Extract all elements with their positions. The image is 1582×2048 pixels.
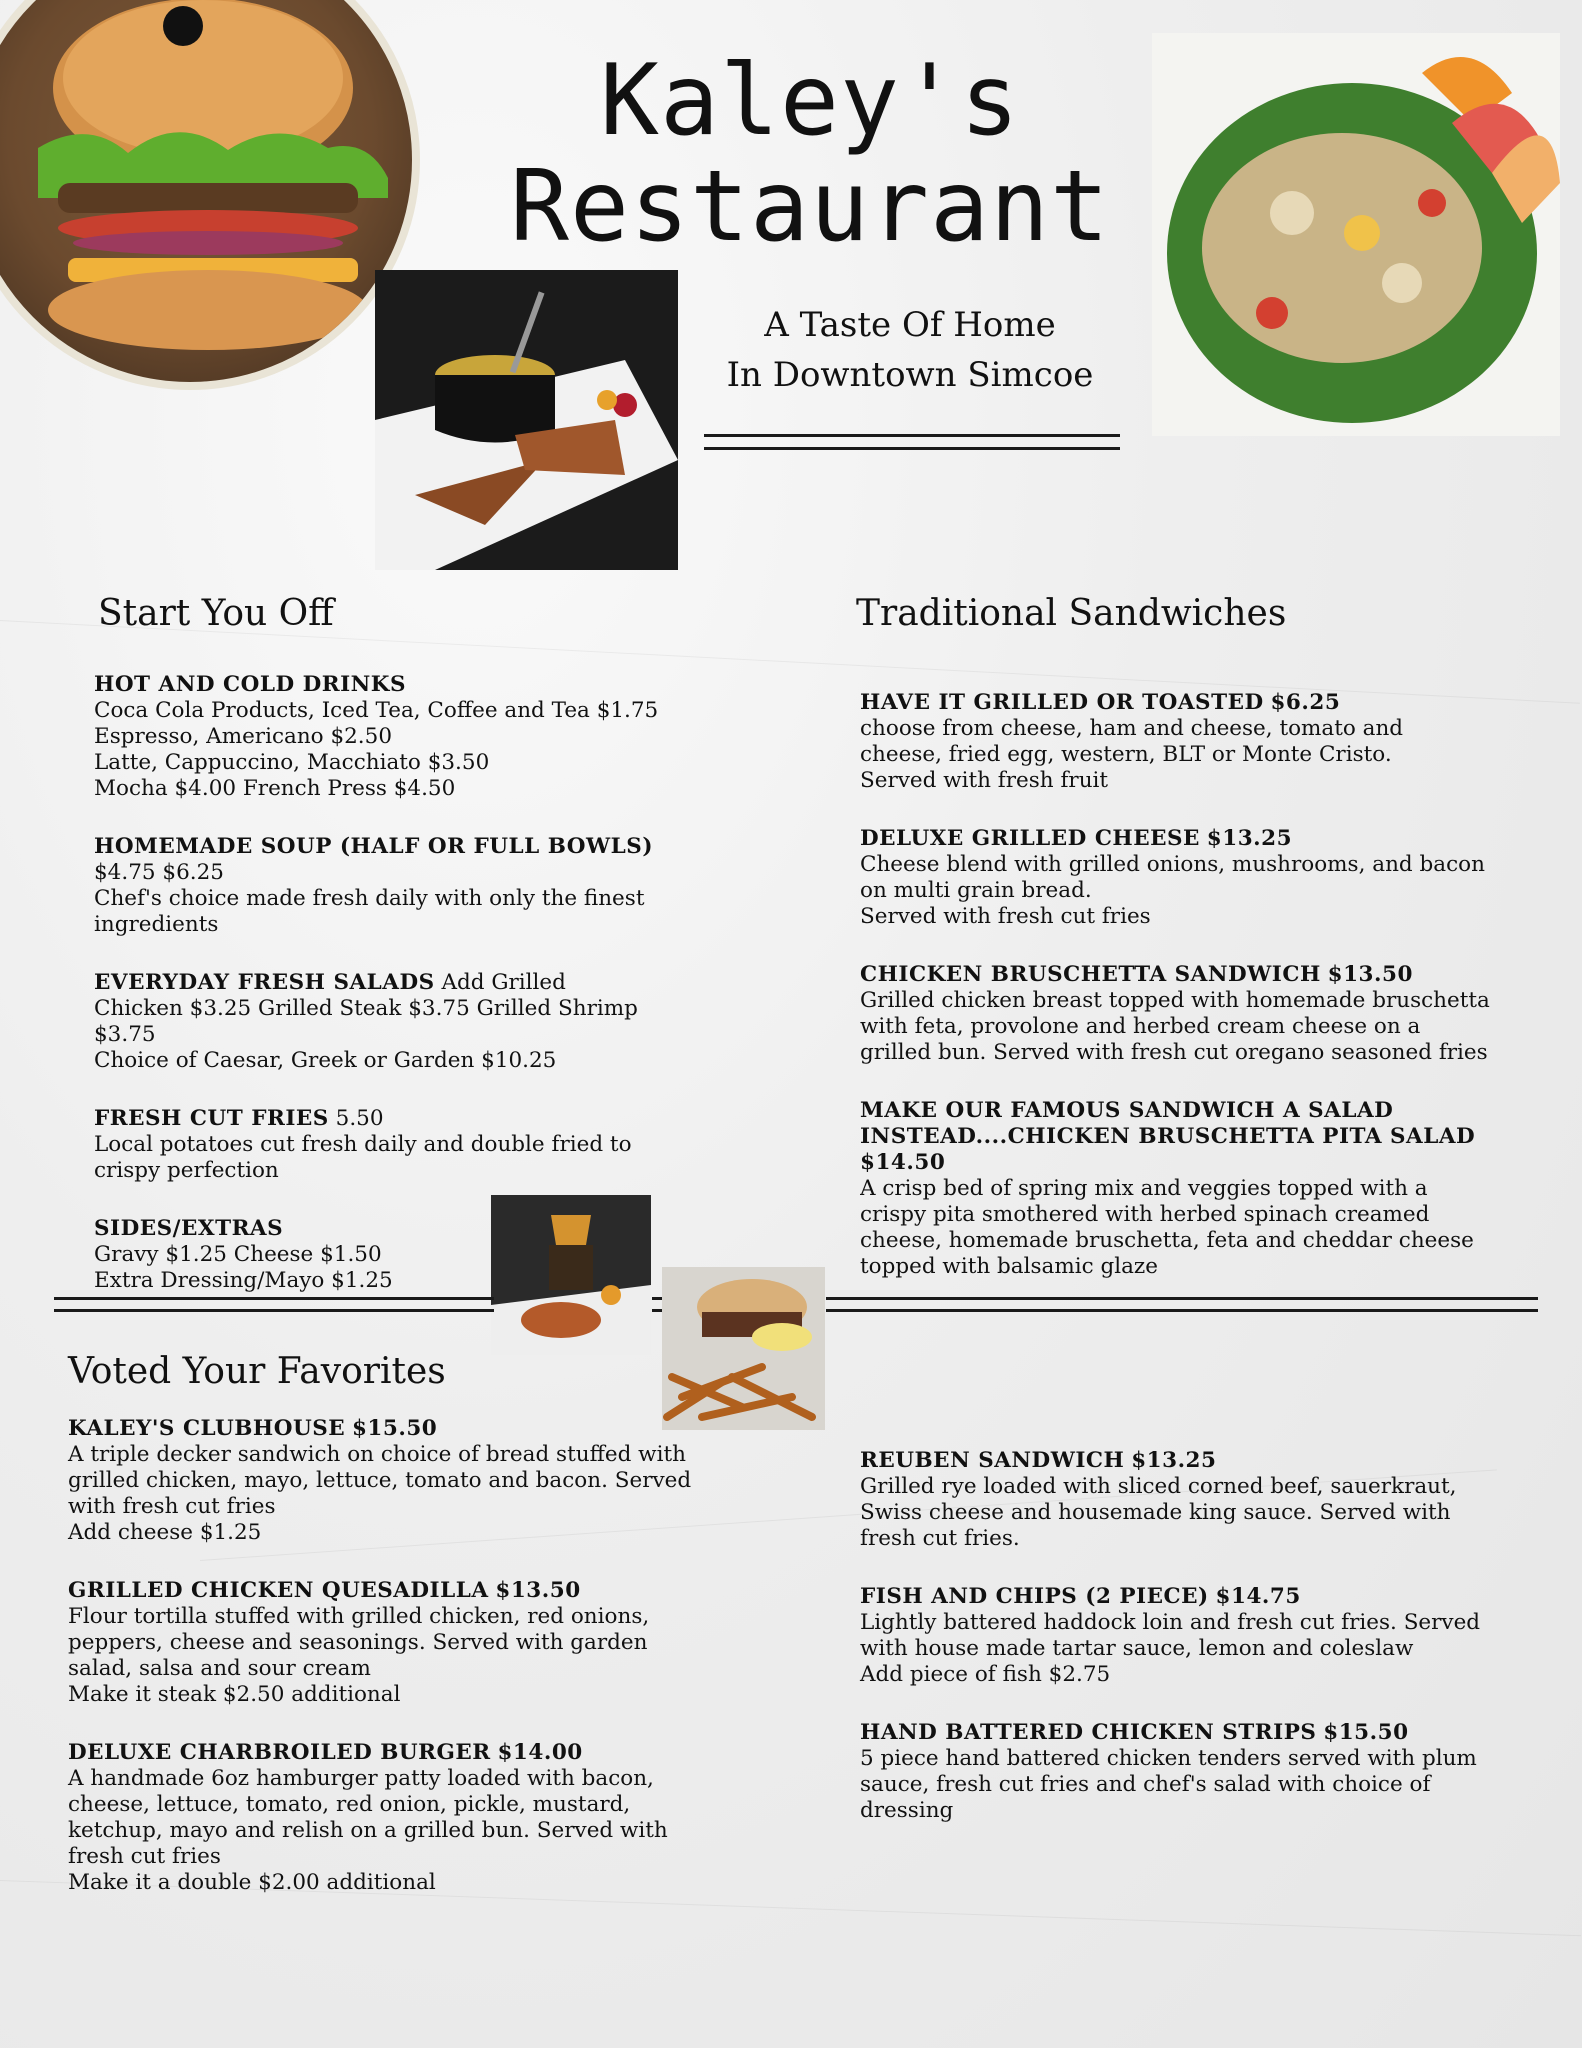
item-description: Make it steak $2.50 additional <box>68 1682 401 1707</box>
item-name: MAKE OUR FAMOUS SANDWICH A SALAD INSTEAD....CHICKEN BRUSCHETTA PITA SALAD <box>860 1098 1476 1149</box>
favorites-right-section <box>860 1448 1490 1856</box>
item-description: Served with fresh fruit <box>860 768 1109 793</box>
item-name: CHICKEN BRUSCHETTA SANDWICH <box>860 962 1321 987</box>
item-description: A triple decker sandwich on choice of bread stuffed with grilled chicken, mayo, lettuce, tomato and bacon. Served with fresh cut fries <box>68 1442 692 1519</box>
menu-item <box>94 1106 704 1184</box>
menu-item <box>860 1584 1490 1688</box>
item-description: Add piece of fish $2.75 <box>860 1662 1111 1687</box>
item-name: HAND BATTERED CHICKEN STRIPS <box>860 1720 1317 1745</box>
menu-item <box>860 690 1490 794</box>
header-divider <box>704 434 1120 437</box>
soup-sandwich-photo <box>375 270 678 570</box>
item-description: Served with fresh cut fries <box>860 904 1151 929</box>
item-price: $13.50 <box>1327 962 1413 987</box>
item-name: FISH AND CHIPS (2 PIECE) <box>860 1584 1209 1609</box>
menu-item <box>94 672 734 802</box>
burger-photo <box>0 0 420 390</box>
menu-item <box>94 1216 734 1294</box>
item-description: Gravy $1.25 Cheese $1.50 <box>94 1242 382 1267</box>
item-name: SIDES/EXTRAS <box>94 1216 284 1241</box>
item-description: Choice of Caesar, Greek or Garden $10.25 <box>94 1048 557 1073</box>
item-price: $14.50 <box>860 1150 946 1175</box>
item-description: Grilled rye loaded with sliced corned beef, sauerkraut, Swiss cheese and housemade king sauce. Served with fresh cut fries. <box>860 1474 1457 1551</box>
sandwiches-section <box>860 690 1490 1300</box>
menu-item <box>68 1740 708 1896</box>
item-description: Lightly battered haddock loin and fresh cut fries. Served with house made tartar sauce, lemon and coleslaw <box>860 1610 1481 1661</box>
section-title-favorites: Voted Your Favorites <box>68 1351 446 1392</box>
restaurant-title <box>470 44 1150 264</box>
item-description: Espresso, Americano $2.50 <box>94 724 392 749</box>
item-price: $15.50 <box>351 1416 438 1441</box>
header-divider <box>704 447 1120 450</box>
item-price: $4.75 $6.25 <box>94 860 224 885</box>
tagline <box>690 300 1130 400</box>
title-line-2: Restaurant <box>509 150 1110 264</box>
item-price: $14.75 <box>1215 1584 1301 1609</box>
favorites-section <box>68 1416 708 1928</box>
menu-item <box>94 970 654 1074</box>
item-description: Make it a double $2.00 additional <box>68 1870 436 1895</box>
item-description: Coca Cola Products, Iced Tea, Coffee and Tea $1.75 <box>94 698 659 723</box>
item-description: Extra Dressing/Mayo $1.25 <box>94 1268 393 1293</box>
mid-divider-right <box>826 1309 1538 1312</box>
item-description: choose from cheese, ham and cheese, tomato and cheese, fried egg, western, BLT or Monte Cristo. <box>860 716 1404 767</box>
item-name: GRILLED CHICKEN QUESADILLA <box>68 1578 489 1603</box>
item-price: 5.50 <box>335 1106 384 1131</box>
item-description: Latte, Cappuccino, Macchiato $3.50 <box>94 750 490 775</box>
section-title-start: Start You Off <box>98 593 334 634</box>
item-description: Flour tortilla stuffed with grilled chicken, red onions, peppers, cheese and seasonings. Served with garden salad, salsa and sour cream <box>68 1604 650 1681</box>
item-price: $13.25 <box>1206 826 1293 851</box>
item-description: Cheese blend with grilled onions, mushrooms, and bacon on multi grain bread. <box>860 852 1485 903</box>
menu-item <box>94 834 654 938</box>
item-name: HOMEMADE SOUP (HALF OR FULL BOWLS) <box>94 834 653 859</box>
item-price: $13.25 <box>1131 1448 1217 1473</box>
item-price: $6.25 <box>1270 690 1341 715</box>
item-description: Grilled chicken breast topped with homemade bruschetta with feta, provolone and herbed cream cheese on a grilled bun. Served with fresh cut oregano seasoned fries <box>860 988 1490 1065</box>
menu-item <box>68 1416 708 1546</box>
menu-item <box>860 962 1490 1066</box>
item-name: EVERYDAY FRESH SALADS <box>94 970 435 995</box>
item-price: Add Grilled Chicken $3.25 Grilled Steak $3.75 Grilled Shrimp $3.75 <box>94 970 638 1047</box>
tagline-line-1: A Taste Of Home <box>764 305 1056 345</box>
item-description: Add cheese $1.25 <box>68 1520 262 1545</box>
item-description: A handmade 6oz hamburger patty loaded with bacon, cheese, lettuce, tomato, red onion, pickle, mustard, ketchup, mayo and relish on a grilled bun. Served with fresh cut fries <box>68 1766 668 1869</box>
menu-item <box>860 1448 1490 1552</box>
item-description: Mocha $4.00 French Press $4.50 <box>94 776 456 801</box>
item-name: DELUXE GRILLED CHEESE <box>860 826 1200 851</box>
item-description: 5 piece hand battered chicken tenders served with plum sauce, fresh cut fries and chef's salad with choice of dressing <box>860 1746 1477 1823</box>
section-title-sandwiches: Traditional Sandwiches <box>856 593 1287 634</box>
salad-photo <box>1152 33 1560 436</box>
item-name: HAVE IT GRILLED OR TOASTED <box>860 690 1264 715</box>
item-name: REUBEN SANDWICH <box>860 1448 1125 1473</box>
item-price: $14.00 <box>497 1740 583 1765</box>
item-name: FRESH CUT FRIES <box>94 1106 329 1131</box>
item-price: $13.50 <box>495 1578 581 1603</box>
item-price: $15.50 <box>1323 1720 1409 1745</box>
menu-item <box>860 1720 1490 1824</box>
menu-item <box>68 1578 708 1708</box>
start-section <box>94 672 734 1326</box>
title-line-1: Kaley's <box>599 44 1020 158</box>
item-name: DELUXE CHARBROILED BURGER <box>68 1740 491 1765</box>
item-description: Local potatoes cut fresh daily and double fried to crispy perfection <box>94 1132 632 1183</box>
item-name: KALEY'S CLUBHOUSE <box>68 1416 346 1441</box>
menu-item <box>860 1098 1490 1280</box>
tagline-line-2: In Downtown Simcoe <box>726 355 1094 395</box>
item-name: HOT AND COLD DRINKS <box>94 672 407 697</box>
item-description: Chef's choice made fresh daily with only the finest ingredients <box>94 886 645 937</box>
item-description: A crisp bed of spring mix and veggies topped with a crispy pita smothered with herbed spinach creamed cheese, homemade bruschetta, feta and cheddar cheese topped with balsamic glaze <box>860 1176 1474 1279</box>
menu-item <box>860 826 1490 930</box>
